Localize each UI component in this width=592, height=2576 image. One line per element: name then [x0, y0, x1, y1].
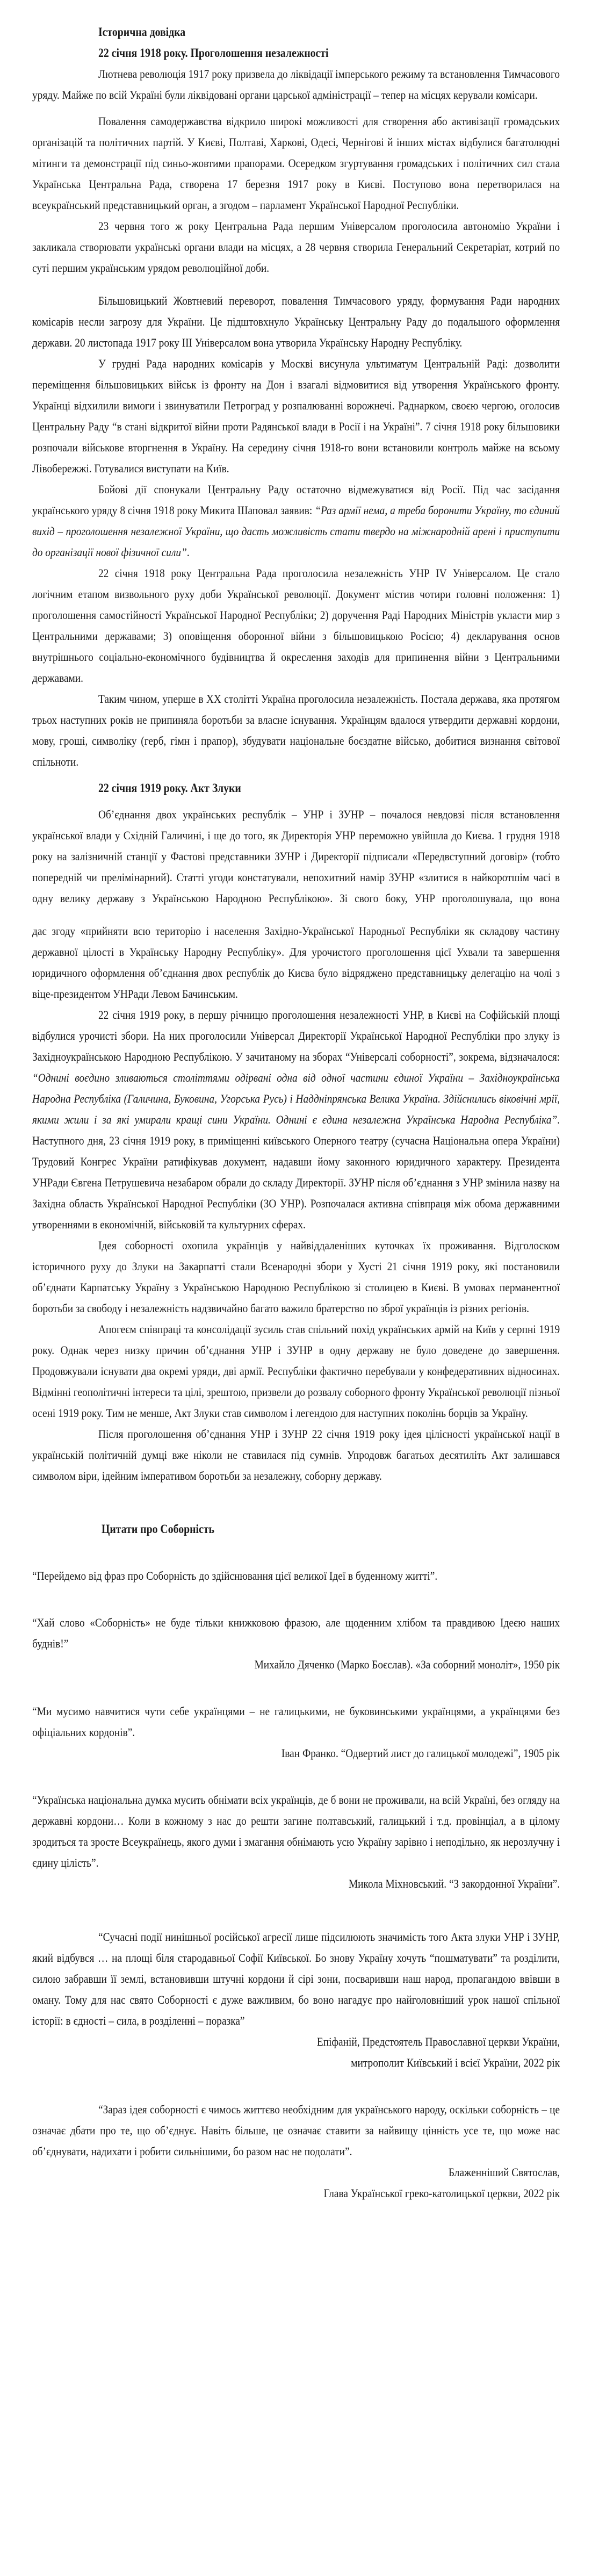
quote-block [32, 1612, 560, 1675]
quote-block [32, 1926, 560, 2073]
paragraph-text-end: . Наступного дня, 23 січня 1919 року, в приміщенні київського Оперного театру (сучасна Національна опера України) Трудовий Конгрес України ратифікував документ, надавши йому законного юридичного характеру. Президента УНРади Євгена Петрушевича незабаром обрали до складу Директорії. ЗУНР після об’єднання з УНР змінила назву на Західна область Української Народної Республіки (ЗО УНР). Розпочалася активна співпраця між обома державними утвореннями в економічній, військовій та культурних сферах. [32, 1113, 560, 1231]
universal-quote: “Однині воєдино зливаються століттями одірвані одна від одної частини єдиної України – Західноукраїнська Народна Республіка (Галичина, Буковина, Угорська Русь) і Наддніпрянська Велика Україна. Здійснились віковічні мрії, якими жили і за які умирали кращі сини України. Однині є єдина незалежна Українська Народна Республіка” [32, 1071, 560, 1126]
quote-attribution: Епіфаній, Предстоятель Православної церкви України, [316, 2035, 560, 2048]
paragraph: Апогеєм співпраці та консолідації зусиль став спільний похід українських армій на Київ у серпні 1919 року. Однак через низку причин об’єднання УНР і ЗУНР в одну державу не було доведене до завершення. Продовжували існувати два окремі уряди, дві армії. Республіки фактично перебували у конфедеративних відносинах. Відмінні геополітичні інтереси та цілі, зрештою, призвели до розвалу соборного фронту Української революції пізньої осені 1919 року. Тим не менше, Акт Злуки став символом і легендою для наступних поколінь борців за Україну. [32, 1322, 560, 1420]
paragraph-with-quote [32, 479, 560, 563]
paragraph: 22 січня 1918 року Центральна Рада проголосила незалежність УНР IV Універсалом. Це стало логічним етапом визвольного руху доби Української революції. Документ містив чотири головні положення: 1) проголошення самостійності Української Народної Республіки; 2) доручення Раді Народних Міністрів укласти мир з Центральними державами; 3) оповіщення оборонної війни з більшовицькою Росією; 4) декларування основ внутрішнього соціально-економічного будівництва й окреслення заходів для припинення війни з Центральними державами. [32, 566, 560, 685]
quote-block [32, 1789, 560, 1894]
quote-block [32, 1701, 560, 1764]
paragraph: 23 червня того ж року Центральна Рада першим Універсалом проголосила автономію України і закликала створювати українські органи влади на місцях, а 28 червня створила Генеральний Секретаріат, котрий по суті першим українським урядом революційної доби. [32, 219, 560, 275]
quote-attribution: Блаженніший Святослав, [448, 2165, 560, 2179]
quote-text: “Сучасні події нинішньої російської агресії лише підсилюють значимість того Акта злуки УНР і ЗУНР, який відбувся … на площі біля стародавньої Софії Київської. Бо знову Україну хочуть “пошматувати” та розділити, силою забравши її землі, встановивши штучні кордони й сірі зони, посваривши наш народ, пропагандою ввівши в оману. Тому для нас свято Соборності є дуже важливим, бо воно нагадує про найголовніший урок нашої спільної історії: в єдності – сила, в розділенні – поразка” [32, 1930, 560, 2027]
paragraph-continued: дає згоду «прийняти всю територію і населення Західно-Української Народньої Республіки як складову частину державної цілості в Українську Народну Республіку». Для урочистого проголошення цієї Ухвали та завершення юридичного оформлення об’єднання двох республік до Києва було відряджено представницьку делегацію на чолі з віце-президентом УНРади Левом Бачинським. [32, 924, 560, 1001]
shapoval-quote: “Раз армії нема, а треба боронити Україну, то єдиний вихід – проголошення незалежної України, що дасть можливість стати твердо на міжнародній арені і приступити до організації нової фізичної сили” [32, 503, 560, 559]
quote-attribution: митрополит Київський і всієї України, 2022 рік [351, 2056, 560, 2069]
quote-attribution: Глава Української греко-католицької церкви, 2022 рік [323, 2186, 560, 2200]
section-title-1918: 22 січня 1918 року. Проголошення незалежності [98, 46, 329, 60]
paragraph: Ідея соборності охопила українців у найвіддаленіших куточках їх проживання. Відголоском історичного руху до Злуки на Закарпатті стали Всенародні збори у Хусті 21 січня 1919 року, які постановили об’єднати Карпатську Україну з Українською Народною Республікою зі столицею в Києві. В умовах перманентної боротьби за свободу і незалежність надзвичайно багато важило братерство по зброї українців із різних регіонів. [32, 1239, 560, 1315]
quote-attribution: Микола Міхновський. “З закордонної України”. [348, 1877, 560, 1890]
quote-text: “Хай слово «Соборність» не буде тільки книжковою фразою, але щоденним хлібом та правдивою Ідеєю наших буднів!” [32, 1616, 560, 1650]
quote-attribution: Іван Франко. “Одвертий лист до галицької молодежі”, 1905 рік [281, 1746, 560, 1760]
quote-block [32, 1565, 560, 1586]
paragraph: Лютнева революція 1917 року призвела до ліквідації імперського режиму та встановлення Тимчасового уряду. Майже по всій Україні були ліквідовані органи царської адміністрації – тепер на місцях керували комісари. [32, 67, 560, 102]
paragraph: Таким чином, уперше в XX столітті Україна проголосила незалежність. Постала держава, яка протягом трьох наступних років не припиняла боротьби за власне існування. Українцям вдалося утвердити державні кордони, мову, гроші, символіку (герб, гімн і прапор), збудувати національне боєздатне військо, добитися визнання світової спільноти. [32, 692, 560, 768]
paragraph-with-quote [32, 1004, 560, 1235]
quote-text: “Перейдемо від фраз про Соборність до здійснювання цієї великої Ідеї в буденному житті”. [32, 1569, 438, 1582]
quote-text: “Зараз ідея соборності є чимось життєво необхідним для українського народу, оскільки соборність – це означає дбати про те, що об’єднує. Навіть більше, це означає ставити за найвищу цінність усе те, що може нас об’єднувати, надихати і робити сильнішими, бо разом нас не подолати”. [32, 2103, 560, 2158]
paragraph: У грудні Рада народних комісарів у Москві висунула ультиматум Центральній Раді: дозволити переміщення більшовицьких військ із фронту на Дон і взагалі відмовитися від утворення Українського фронту. Українці відхилили вимоги і звинуватили Петроград у розпалюванні ворожнечі. Раднарком, своєю чергою, оголосив Центральну Раду “в стані відкритої війни проти Радянської влади в Росії і на Україні”. 7 січня 1918 року більшовики розпочали військове вторгнення в Україну. На середину січня 1918-го вони встановили контроль майже на всьому Лівобережжі. Готувалися виступати на Київ. [32, 357, 560, 475]
paragraph: Більшовицький Жовтневий переворот, повалення Тимчасового уряду, формування Ради народних комісарів несли загрозу для України. Це підштовхнуло Українську Центральну Раду до подальшого оформлення держави. 20 листопада 1917 року III Універсалом вона утворила Українську Народну Республіку. [32, 294, 560, 349]
paragraph: Об’єднання двох українських республік – УНР і ЗУНР – почалося невдовзі після встановлення української влади у Східній Галичині, і ще до того, як Директорія УНР переможно увійшла до Києва. 1 грудня 1918 року на залізничній станції у Фастові представники ЗУНР і Директорії підписали «Передвступний договір» (тобто попередній чи прелімінарний). Статті угоди констатували, непохитний намір ЗУНР «злитися в найкоротшім часі в одну велику державу з Українською Народною Республікою». Зі свого боку, УНР проголошувала, що вона [32, 808, 560, 905]
section-title-1919: 22 січня 1919 року. Акт Злуки [98, 781, 241, 795]
paragraph: Повалення самодержавства відкрило широкі можливості для створення або активізації громадських організацій та політичних партій. У Києві, Полтаві, Харкові, Одесі, Чернігові й інших містах відбулися багатолюдні мітинги та демонстрації під синьо-жовтими прапорами. Осередком згуртування громадських і політичних сил стала Українська Центральна Рада, створена 17 березня 1917 року в Києві. Поступово вона перетворилася на всеукраїнський представницький орган, а згодом – парламент Української Народної Республіки. [32, 114, 560, 212]
paragraph-end: . [186, 545, 190, 559]
paragraph-text: 22 січня 1919 року, в першу річницю проголошення незалежності УНР, в Києві на Софійській площі відбулися урочисті збори. На них проголосили Універсал Директорії Української Народної Республіки про злуку із Західноукраїнською Народною Республікою. У зачитаному на зборах “Універсалі соборності”, зокрема, відзначалося: [32, 1008, 560, 1063]
quote-attribution: Михайло Дяченко (Марко Боєслав). «За соборний моноліт», 1950 рік [254, 1658, 560, 1671]
paragraph-text: Бойові дії спонукали Центральну Раду остаточно відмежуватися від Росії. Під час засідання українського уряду 8 січня 1918 року Микита Шаповал заявив: [32, 483, 560, 517]
paragraph: Після проголошення об’єднання УНР і ЗУНР 22 січня 1919 року ідея цілісності української нації в українській політичній думці вже ніколи не ставилася під сумнів. Упродовж багатьох десятиліть Акт залишався символом віри, ідейним імперативом боротьби за незалежну, соборну державу. [32, 1427, 560, 1483]
quote-text: “Українська національна думка мусить обнімати всіх українців, де б вони не проживали, на всій Україні, без огляду на державні кордони… Коли в кожному з нас до решти загине полтавський, галицький і т.д. провінціал, а в цілому зродиться та зросте Всеукраїнець, якого думи і змагання обнімають усю Україну зарівно і неподільно, як нерозлучну і єдину цілість”. [32, 1793, 560, 1869]
quote-block [32, 2099, 560, 2204]
document-page [32, 21, 560, 2204]
document-heading: Історична довідка [98, 25, 186, 39]
quotes-section-title: Цитати про Соборність [102, 1522, 214, 1536]
quote-text: “Ми мусимо навчитися чути себе українцями – не галицькими, не буковинськими українцями, а українцями без офіціальних кордонів”. [32, 1704, 560, 1739]
